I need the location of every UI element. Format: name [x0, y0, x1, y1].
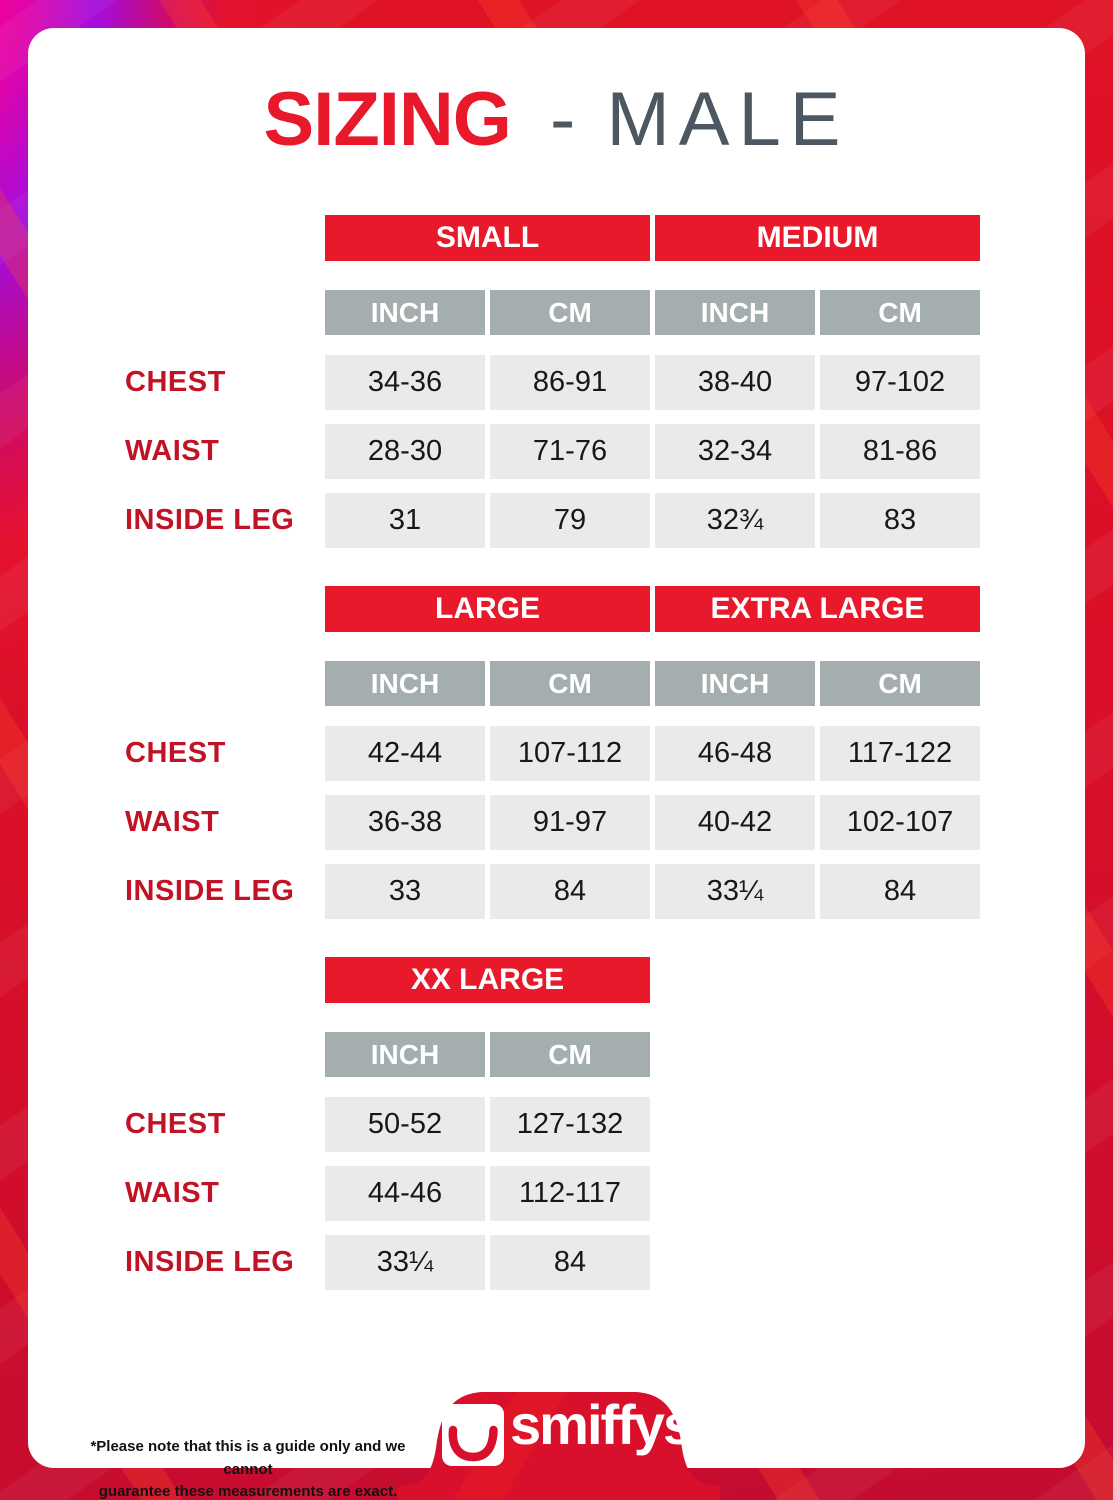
- measurement-cell: 40-42: [655, 795, 815, 850]
- disclaimer-line-1: *Please note that this is a guide only and we cannot: [90, 1438, 406, 1478]
- row-label-wrap: [125, 1166, 320, 1221]
- label-spacer: [125, 957, 320, 1003]
- row-label: CHEST: [125, 1108, 226, 1140]
- title-separator: -: [550, 77, 576, 162]
- measurement-cell: 127-132: [490, 1097, 650, 1152]
- measurement-cell: 33¼: [325, 1235, 485, 1290]
- table-row: [125, 1235, 1085, 1290]
- table-row: [125, 795, 1085, 850]
- measurement-cell: 97-102: [820, 355, 980, 410]
- table-row: [125, 864, 1085, 919]
- smiffys-logo: [398, 1386, 720, 1500]
- unit-header: CM: [820, 661, 980, 706]
- measurement-cell: 83: [820, 493, 980, 548]
- measurement-cell: 107-112: [490, 726, 650, 781]
- row-label: INSIDE LEG: [125, 1246, 295, 1278]
- row-label-wrap: [125, 424, 320, 479]
- table-row: [125, 424, 1085, 479]
- measurement-cell: 34-36: [325, 355, 485, 410]
- row-label-wrap: [125, 1097, 320, 1152]
- row-label-wrap: [125, 1235, 320, 1290]
- size-section-header: XX LARGE: [325, 957, 650, 1003]
- measurement-cell: 102-107: [820, 795, 980, 850]
- measurement-cell: 38-40: [655, 355, 815, 410]
- measurement-cell: 50-52: [325, 1097, 485, 1152]
- unit-header: INCH: [325, 290, 485, 335]
- smiffys-smile-icon: [442, 1404, 504, 1466]
- size-tables: [28, 215, 1085, 1290]
- label-spacer: [125, 586, 320, 632]
- measurement-cell: 36-38: [325, 795, 485, 850]
- brand-name: smiffys: [510, 1393, 693, 1456]
- row-label: WAIST: [125, 435, 220, 467]
- page-title: [28, 77, 1085, 162]
- row-label: INSIDE LEG: [125, 504, 295, 536]
- row-label: WAIST: [125, 1177, 220, 1209]
- measurement-cell: 31: [325, 493, 485, 548]
- row-label-wrap: [125, 864, 320, 919]
- size-table: [28, 957, 1085, 1290]
- label-spacer: [125, 661, 320, 706]
- table-row: [125, 355, 1085, 410]
- unit-header: CM: [820, 290, 980, 335]
- disclaimer-note: [88, 1436, 408, 1500]
- title-male: MALE: [606, 77, 850, 162]
- row-label-wrap: [125, 795, 320, 850]
- title-sizing: SIZING: [263, 77, 511, 162]
- measurement-cell: 112-117: [490, 1166, 650, 1221]
- table-row: [125, 726, 1085, 781]
- label-spacer: [125, 1032, 320, 1077]
- measurement-cell: 81-86: [820, 424, 980, 479]
- content-panel: [28, 28, 1085, 1500]
- size-table: [28, 215, 1085, 548]
- row-label: CHEST: [125, 737, 226, 769]
- measurement-cell: 33: [325, 864, 485, 919]
- trademark-symbol: ™: [694, 1393, 710, 1410]
- brand-wordmark: [510, 1392, 709, 1457]
- measurement-cell: 84: [490, 864, 650, 919]
- row-label-wrap: [125, 493, 320, 548]
- measurement-cell: 84: [490, 1235, 650, 1290]
- row-label-wrap: [125, 726, 320, 781]
- row-label: CHEST: [125, 366, 226, 398]
- unit-header: INCH: [655, 661, 815, 706]
- table-row: [125, 493, 1085, 548]
- table-row: [125, 1166, 1085, 1221]
- measurement-cell: 84: [820, 864, 980, 919]
- table-row: [125, 1097, 1085, 1152]
- row-label: INSIDE LEG: [125, 875, 295, 907]
- measurement-cell: 79: [490, 493, 650, 548]
- label-spacer: [125, 290, 320, 335]
- measurement-cell: 46-48: [655, 726, 815, 781]
- measurement-cell: 33¼: [655, 864, 815, 919]
- measurement-cell: 32-34: [655, 424, 815, 479]
- label-spacer: [125, 215, 320, 261]
- size-section-header: SMALL: [325, 215, 650, 261]
- unit-header: INCH: [325, 1032, 485, 1077]
- measurement-cell: 42-44: [325, 726, 485, 781]
- size-section-header: EXTRA LARGE: [655, 586, 980, 632]
- measurement-cell: 32¾: [655, 493, 815, 548]
- measurement-cell: 91-97: [490, 795, 650, 850]
- unit-header: CM: [490, 1032, 650, 1077]
- disclaimer-line-2: guarantee these measurements are exact.: [98, 1483, 398, 1500]
- unit-header: CM: [490, 290, 650, 335]
- measurement-cell: 28-30: [325, 424, 485, 479]
- size-table: [28, 586, 1085, 919]
- measurement-cell: 71-76: [490, 424, 650, 479]
- row-label: WAIST: [125, 806, 220, 838]
- measurement-cell: 117-122: [820, 726, 980, 781]
- unit-header: INCH: [325, 661, 485, 706]
- size-section-header: LARGE: [325, 586, 650, 632]
- measurement-cell: 44-46: [325, 1166, 485, 1221]
- unit-header: INCH: [655, 290, 815, 335]
- size-section-header: MEDIUM: [655, 215, 980, 261]
- row-label-wrap: [125, 355, 320, 410]
- measurement-cell: 86-91: [490, 355, 650, 410]
- unit-header: CM: [490, 661, 650, 706]
